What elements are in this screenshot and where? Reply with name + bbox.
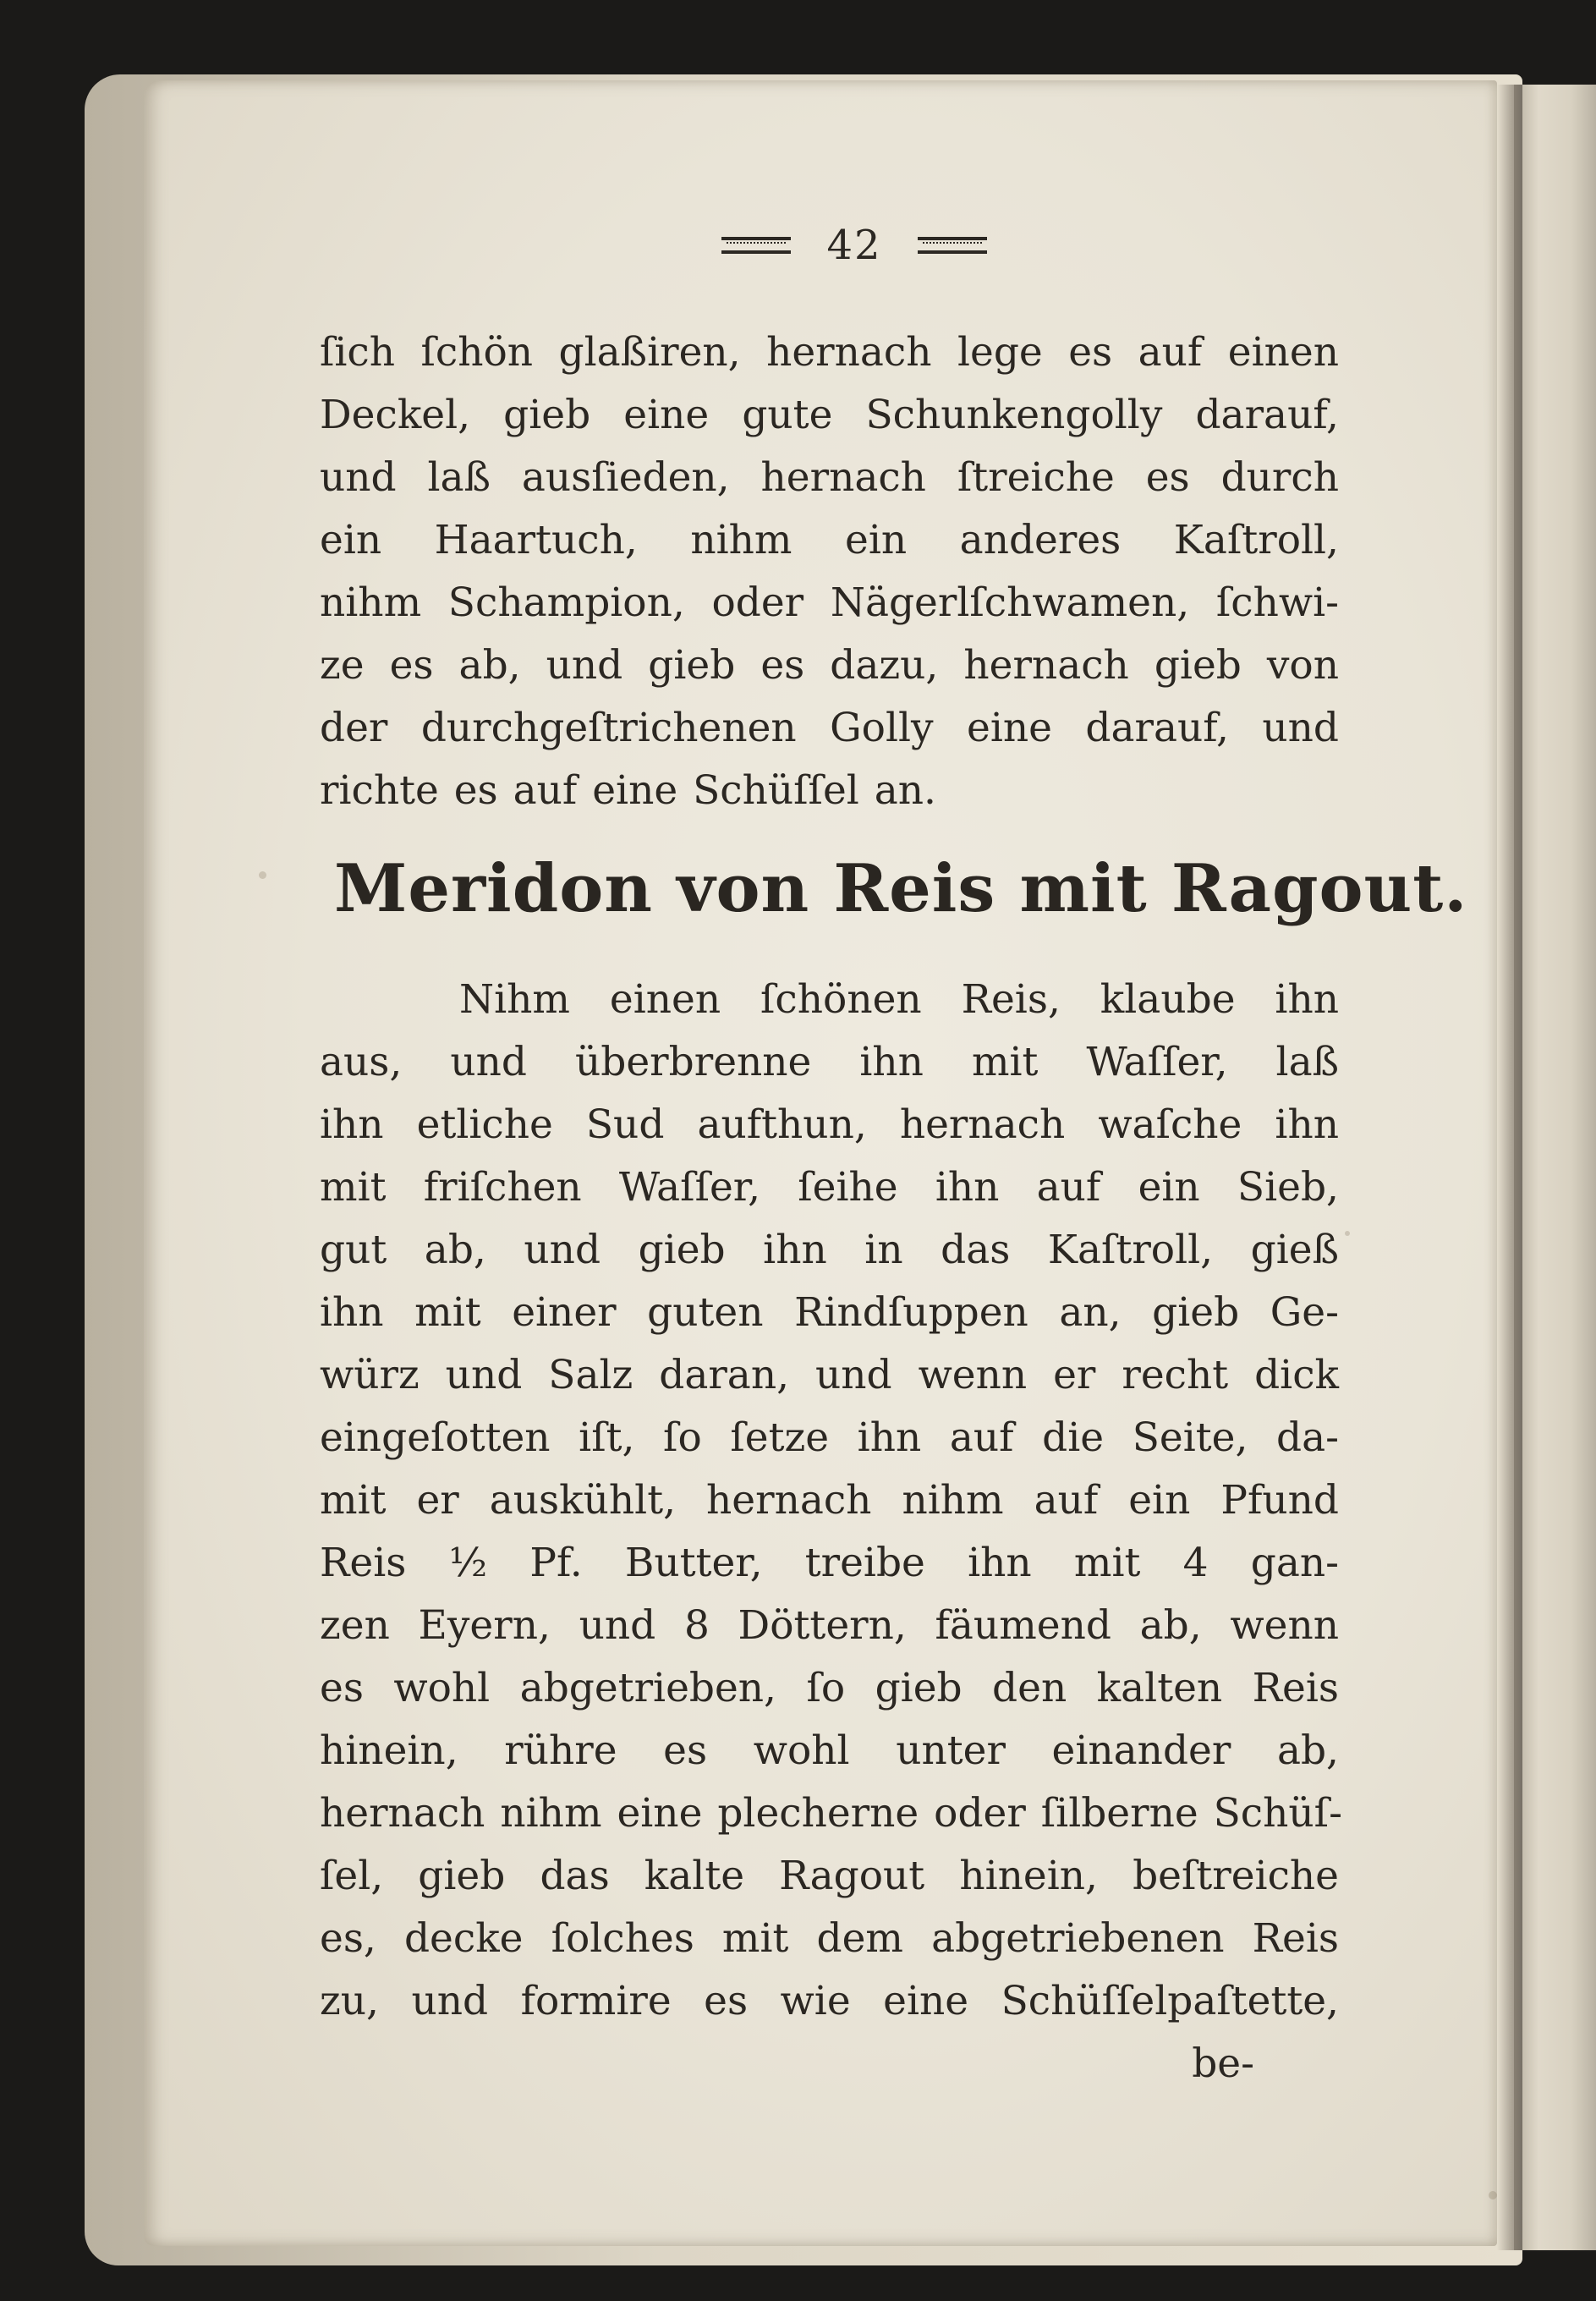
recipe-title: Meridon von Reis mit Ragout.: [334, 850, 1468, 927]
catchword: be-: [1192, 2040, 1254, 2087]
paper-stain: [1489, 2191, 1497, 2199]
text-line: mit er auskühlt, hernach nihm auf ein Pfund: [320, 1477, 1339, 1524]
text-line: hernach nihm eine plecherne oder ſilberne Schüſ-: [320, 1790, 1342, 1837]
text-line: würz und Salz daran, und wenn er recht dick: [320, 1352, 1339, 1398]
text-line: es wohl abgetrieben, ſo gieb den kalten Reis: [320, 1665, 1339, 1711]
text-line: gut ab, und gieb ihn in das Kaſtroll, gieß: [320, 1227, 1339, 1273]
text-line: ſel, gieb das kalte Ragout hinein, beſtreiche: [320, 1853, 1339, 1899]
text-line: ſich ſchön glaßiren, hernach lege es auf einen: [320, 329, 1339, 376]
page-number: 42: [826, 222, 882, 269]
gutter-shadow: [1497, 85, 1522, 2250]
text-line: Reis ½ Pf. Butter, treibe ihn mit 4 gan-: [320, 1540, 1339, 1586]
text-line: Nihm einen ſchönen Reis, klaube ihn: [459, 976, 1339, 1023]
text-line: ze es ab, und gieb es dazu, hernach gieb von: [320, 642, 1339, 689]
text-line: eingeſotten iſt, ſo ſetze ihn auf die Seite, da-: [320, 1414, 1339, 1461]
text-line: zen Eyern, und 8 Döttern, fäumend ab, wenn: [320, 1602, 1339, 1649]
text-line: Deckel, gieb eine gute Schunkengolly darauf,: [320, 392, 1339, 438]
paper-stain: [1345, 1231, 1350, 1236]
continuation-paragraph: [320, 321, 1339, 822]
text-line: richte es auf eine Schüſſel an.: [320, 767, 936, 814]
page-header: [660, 216, 1049, 275]
text-line: der durchgeſtrichenen Golly eine darauf, und: [320, 705, 1339, 751]
paper-stain: [259, 871, 266, 879]
text-line: ein Haartuch, nihm ein anderes Kaſtroll,: [320, 517, 1339, 563]
text-line: es, decke ſolches mit dem abgetriebenen Reis: [320, 1915, 1339, 1962]
text-line: hinein, rühre es wohl unter einander ab,: [320, 1727, 1339, 1774]
text-line: und laß ausſieden, hernach ſtreiche es durch: [320, 454, 1339, 501]
text-line: zu, und formire es wie eine Schüſſelpaſtette,: [320, 1978, 1339, 2024]
recipe-paragraph: [320, 969, 1342, 2095]
text-line: nihm Schampion, oder Nägerlſchwamen, ſchwi-: [320, 579, 1339, 626]
text-line: aus, und überbrenne ihn mit Waſſer, laß: [320, 1039, 1339, 1085]
facing-page-edge: [1514, 85, 1596, 2250]
header-ornament-left: [721, 237, 791, 254]
text-line: ihn etliche Sud aufthun, hernach waſche ihn: [320, 1101, 1339, 1148]
text-line: ihn mit einer guten Rindſuppen an, gieb Ge-: [320, 1289, 1339, 1336]
header-ornament-right: [918, 237, 987, 254]
text-line: mit friſchen Waſſer, ſeihe ihn auf ein Sieb,: [320, 1164, 1339, 1211]
